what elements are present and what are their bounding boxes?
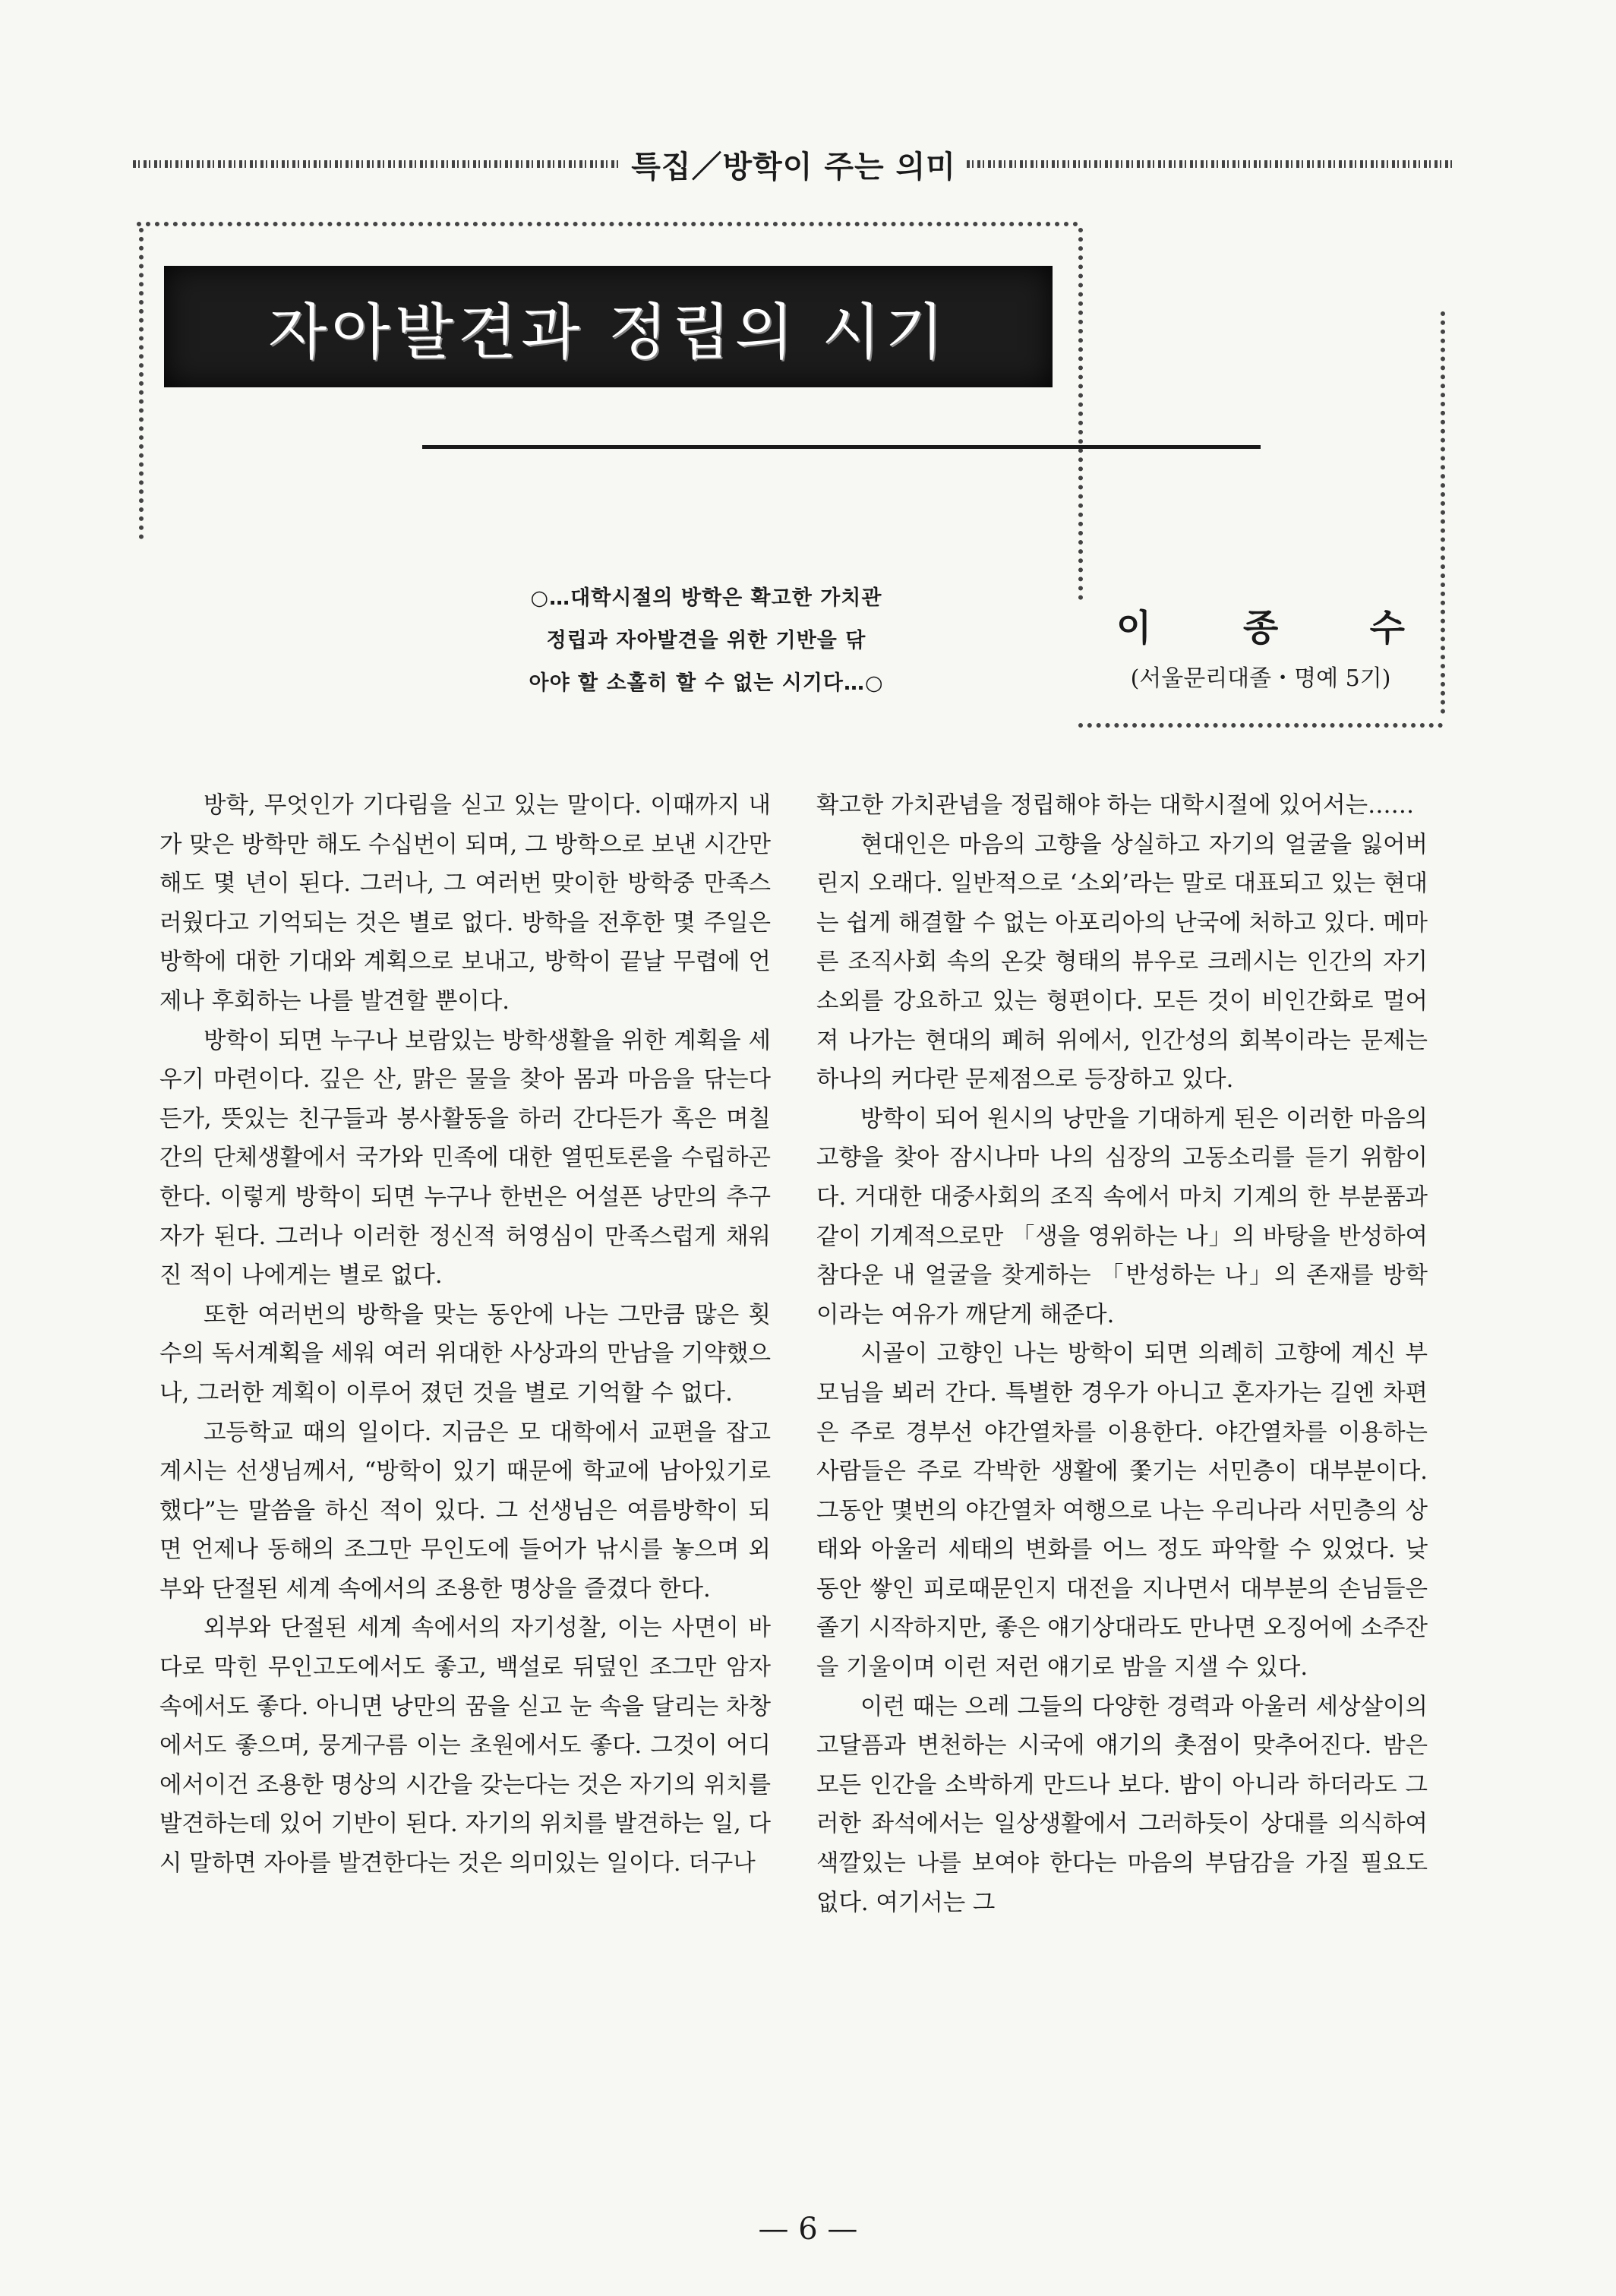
author-affiliation: (서울문리대졸・명예 5기) [1130,665,1391,692]
title-rule [422,445,1261,449]
lead-line-2: 정립과 자아발견을 위한 기반을 닦 [546,629,866,652]
right-column [816,786,1428,1922]
author-frame-right [1441,311,1445,714]
paragraph: 이런 때는 으레 그들의 다양한 경력과 아울러 세상살이의 고달픔과 변천하는 시국에 얘기의 촛점이 맞추어진다. 밤은 모든 인간을 소박하게 만드나 보다. 밤이 아니라 하더라도 그러한 좌석에서는 일상생활에서 그러하듯이 상대를 의식하여 색깔있는 나를 보여야 한다는 마음의 부담감을 가질 필요도 없다. 여기서는 그 [816,1693,1428,1916]
page-number: — 6 — [758,2212,858,2247]
author-frame-bottom [1078,723,1443,728]
paragraph: 방학이 되어 원시의 낭만을 기대하게 된은 이러한 마음의 고향을 찾아 잠시나마 나의 심장의 고동소리를 듣기 위함이다. 거대한 대중사회의 조직 속에서 마치 기계의 한 부분품과 같이 기계적으로만 「생을 영위하는 나」의 바탕을 반성하여 참다운 내 얼굴을 찾게하는 「반성하는 나」의 존재를 방학이라는 여유가 깨닫게 해준다. [816,1105,1428,1328]
paragraph: 방학이 되면 누구나 보람있는 방학생활을 위한 계획을 세우기 마련이다. 깊은 산, 맑은 물을 찾아 몸과 마음을 닦는다든가, 뜻있는 친구들과 봉사활동을 하러 간다든가 혹은 며칠간의 단체생활에서 국가와 민족에 대한 열띤토론을 수립하곤 한다. 이렇게 방학이 되면 누구나 한번은 어설픈 낭만의 추구자가 된다. 그러나 이러한 정신적 허영심이 만족스럽게 채워진 적이 나에게는 별로 없다. [159,1027,771,1290]
section-title: 특집／방학이 주는 의미 [631,149,956,185]
paragraph: 시골이 고향인 나는 방학이 되면 의례히 고향에 계신 부모님을 뵈러 간다. 특별한 경우가 아니고 혼자가는 길엔 차편은 주로 경부선 야간열차를 이용한다. 야간열차를 이용하는 사람들은 주로 각박한 생활에 쫓기는 서민층이 대부분이다. 그동안 몇번의 야간열차 여행으로 나는 우리나라 서민층의 상태와 아울러 세태의 변화를 어느 정도 파악할 수 있었다. 낮 동안 쌓인 피로때문인지 대전을 지나면서 대부분의 손님들은 졸기 시작하지만, 좋은 얘기상대라도 만나면 오징어에 소주잔을 기울이며 이런 저런 얘기로 밤을 지샐 수 있다. [816,1341,1428,1682]
header-ornament-right [967,160,1454,168]
lead-line-3: 아야 할 소홀히 할 수 없는 시기다…○ [529,671,884,695]
author-name [1101,598,1420,651]
author-name-char-3: 수 [1369,607,1405,649]
lead-summary [471,577,942,705]
paragraph: 외부와 단절된 세계 속에서의 자기성찰, 이는 사면이 바다로 막힌 무인고도에서도 좋고, 백설로 뒤덮인 조그만 암자 속에서도 좋다. 아니면 낭만의 꿈을 싣고 눈 속을 달리는 차창에서도 좋으며, 뭉게구름 이는 초원에서도 좋다. 그것이 어디에서이건 조용한 명상의 시간을 갖는다는 것은 자기의 위치를 발견하는데 있어 기반이 된다. 자기의 위치를 발견하는 일, 다시 말하면 자아를 발견한다는 것은 의미있는 일이다. 더구나 [159,1615,771,1878]
paragraph: 또한 여러번의 방학을 맞는 동안에 나는 그만큼 많은 횟수의 독서계획을 세워 여러 위대한 사상과의 만남을 기약했으나, 그러한 계획이 이루어 졌던 것을 별로 기억할 수 없다. [159,1301,771,1407]
paragraph: 확고한 가치관념을 정립해야 하는 대학시절에 있어서는…… [816,792,1415,819]
paragraph: 현대인은 마음의 고향을 상실하고 자기의 얼굴을 잃어버린지 오래다. 일반적으로 ‘소외’라는 말로 대표되고 있는 현대는 쉽게 해결할 수 없는 아포리아의 난국에 처하고 있다. 메마른 조직사회 속의 온갖 형태의 뷰우로 크레시는 인간의 자기소외를 강요하고 있는 형편이다. 모든 것이 비인간화로 멀어져 나가는 현대의 폐허 위에서, 인간성의 회복이라는 문제는 하나의 커다란 문제점으로 등장하고 있다. [816,831,1428,1094]
article-title: 자아발견과 정립의 시기 [268,296,948,368]
frame-border-top [137,222,1078,226]
author-name-char-1: 이 [1116,607,1152,649]
header-ornament-left [133,160,620,168]
paragraph: 고등학교 때의 일이다. 지금은 모 대학에서 교편을 잡고 계시는 선생님께서, “방학이 있기 때문에 학교에 남아있기로 했다”는 말씀을 하신 적이 있다. 그 선생님은 여름방학이 되면 언제나 동해의 조그만 무인도에 들어가 낚시를 놓으며 외부와 단절된 세계 속에서의 조용한 명상을 즐겼다 한다. [159,1419,771,1603]
author-name-char-2: 종 [1242,607,1279,649]
paragraph: 방학, 무엇인가 기다림을 싣고 있는 말이다. 이때까지 내가 맞은 방학만 해도 수십번이 되며, 그 방학으로 보낸 시간만 해도 몇 년이 된다. 그러나, 그 여러번 맞이한 방학중 만족스러웠다고 기억되는 것은 별로 없다. 방학을 전후한 몇 주일은 방학에 대한 기대와 계획으로 보내고, 방학이 끝날 무렵에 언제나 후회하는 나를 발견할 뿐이다. [159,792,771,1015]
section-header [133,143,1454,185]
frame-border-right [1078,228,1083,600]
title-banner [164,266,1053,387]
lead-line-1: ○…대학시절의 방학은 확고한 가치관 [530,586,882,610]
frame-border-left [139,228,144,539]
left-column [159,786,771,1884]
